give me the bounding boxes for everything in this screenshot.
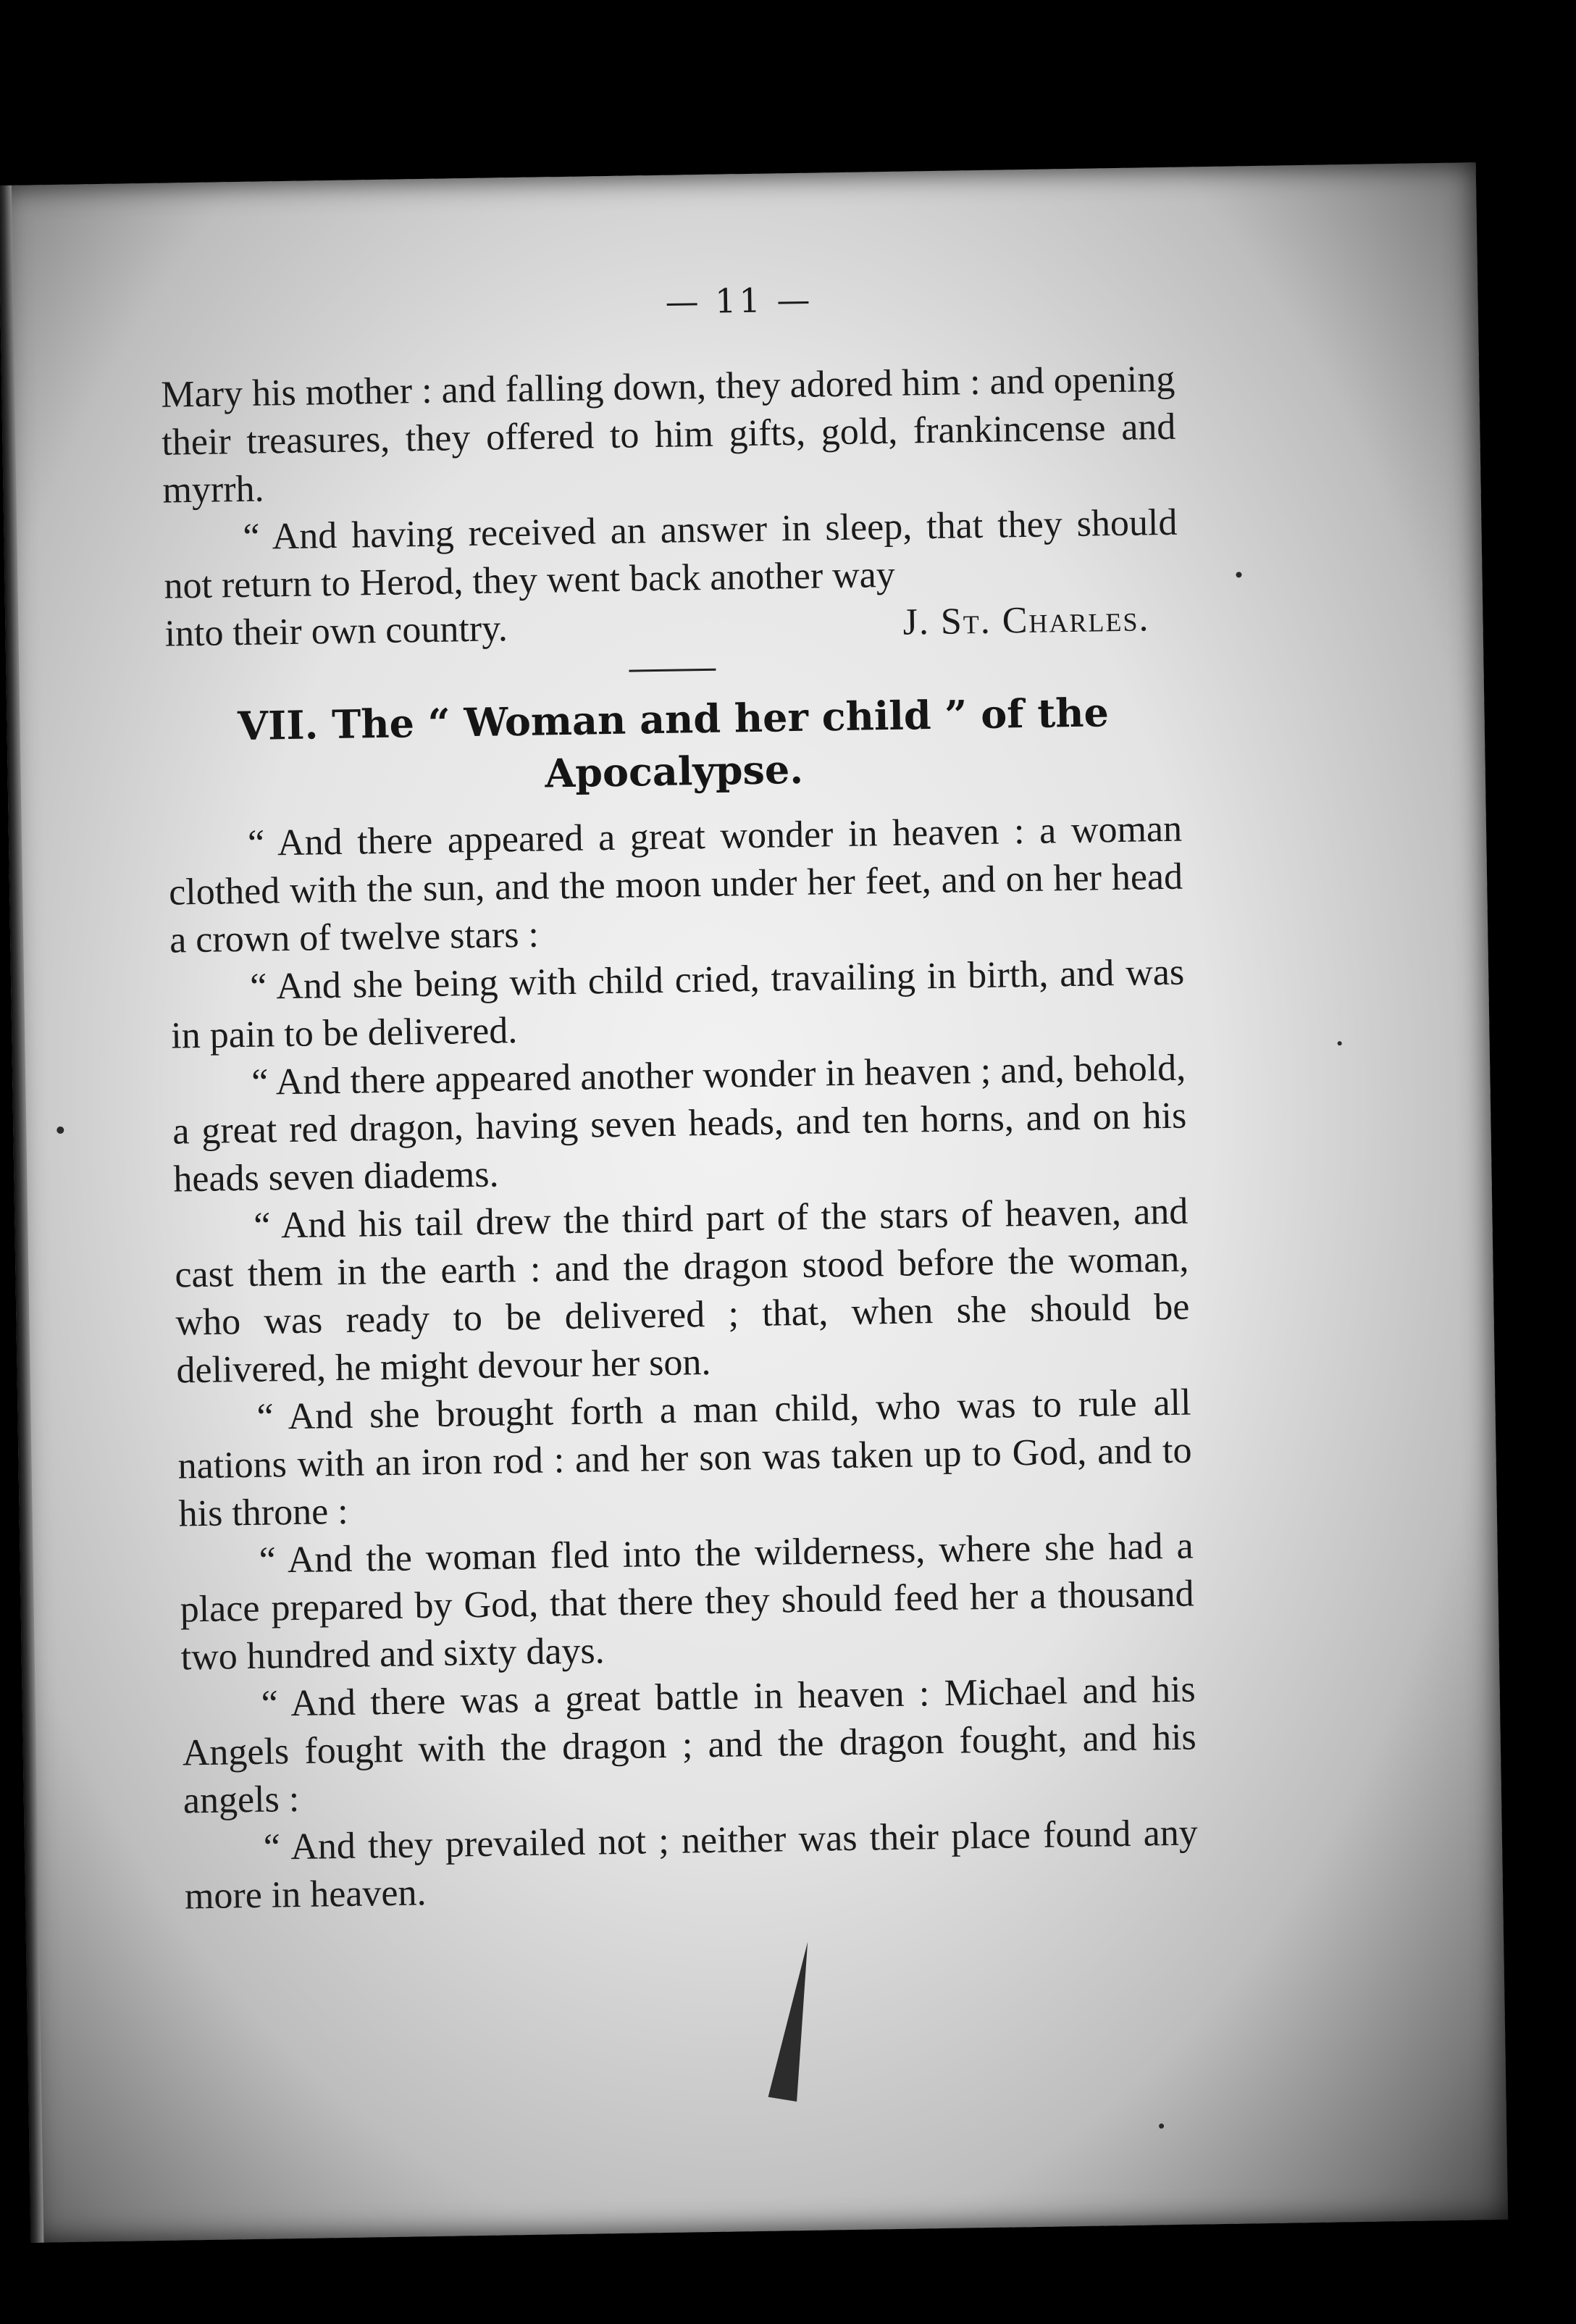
- section-heading-line-1: VII. The “ Woman and her child ” of the: [237, 689, 1110, 750]
- verse-paragraph: “ And there was a great battle in heaven : Michael and his Angels fought with the dragon ; and the dragon fought, and his angels :: [182, 1668, 1197, 1822]
- page-number: — 11 —: [665, 280, 813, 322]
- section-heading: [166, 685, 1181, 806]
- verse-paragraph: “ And the woman fled into the wilderness, where she had a place prepared by God, that there they should feed her a thousand two hundred and sixty days.: [180, 1525, 1195, 1679]
- ink-mark: [768, 1939, 822, 2102]
- dust-speck: [56, 1127, 64, 1134]
- opening-paragraph: Mary his mother : and falling down, they adored him : and opening their treasures, they offered to him gifts, gold, frankincense and myrrh.: [160, 358, 1176, 511]
- book-page: [0, 162, 1508, 2243]
- author-signature: J. St. Charles.: [902, 598, 1150, 643]
- dust-speck: [1338, 1041, 1342, 1045]
- section-heading-line-2: Apocalypse.: [544, 745, 804, 797]
- verse-paragraph: “ And she brought forth a man child, who was to rule all nations with an iron rod : and her son was taken up to God, and to his throne :: [177, 1382, 1192, 1535]
- herod-paragraph-end: into their own country.: [164, 608, 508, 655]
- verse-paragraph: “ And his tail drew the third part of the stars of heaven, and cast them in the earth : and the dragon stood before the woman, who was ready to be delivered ; that, when she should be delivered, he might devour her son.: [175, 1190, 1190, 1392]
- verse-paragraph: “ And they prevailed not ; neither was their place found any more in heaven.: [184, 1812, 1199, 1918]
- herod-paragraph: “ And having received an answer in sleep, that they should not return to Herod, they went back another way: [164, 501, 1178, 607]
- section-divider: [629, 669, 716, 672]
- dust-speck: [1236, 572, 1241, 577]
- dust-speck: [1159, 2123, 1164, 2128]
- text-body: [161, 356, 1199, 1921]
- verse-paragraph: “ And there appeared a great wonder in heaven : a woman clothed with the sun, and the moon under her feet, and on her head a crown of twelve stars :: [168, 808, 1183, 961]
- verse-paragraph: “ And there appeared another wonder in heaven ; and, behold, a great red dragon, having seven heads, and ten horns, and on his heads seven diadems.: [172, 1047, 1187, 1200]
- page-binding: [0, 185, 43, 2243]
- verse-paragraph: “ And she being with child cried, travailing in birth, and was in pain to be delivered.: [170, 951, 1185, 1057]
